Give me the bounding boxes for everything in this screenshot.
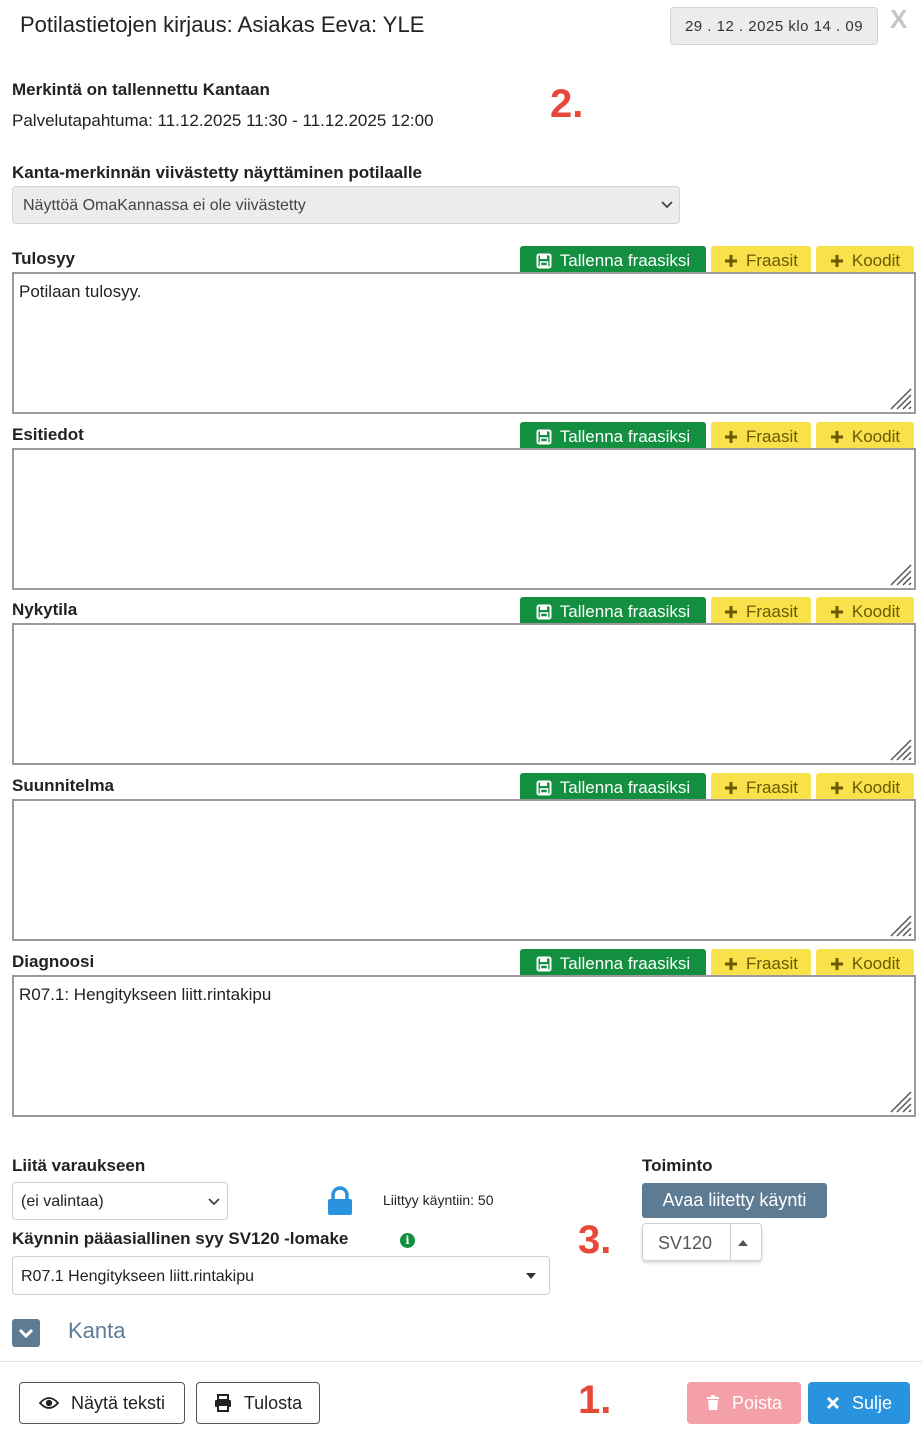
close-button[interactable]: Sulje: [808, 1382, 910, 1424]
reason-label: Käynnin pääasiallinen syy SV120 -lomake: [12, 1229, 349, 1248]
resize-grip-icon[interactable]: [888, 1089, 912, 1113]
nykytila-textarea[interactable]: [12, 623, 916, 765]
section-label: Nykytila: [12, 600, 78, 619]
chevron-down-icon: [12, 1319, 40, 1347]
resize-grip-icon[interactable]: [888, 386, 912, 410]
codes-button[interactable]: Koodit: [816, 597, 914, 626]
datetime-field[interactable]: 29 . 12 . 2025 klo 14 . 09: [670, 7, 878, 45]
codes-button[interactable]: Koodit: [816, 773, 914, 802]
delay-select-value: Näyttöä OmaKannassa ei ole viivästetty: [23, 197, 306, 214]
plus-icon: [830, 605, 844, 619]
codes-button[interactable]: Koodit: [816, 246, 914, 275]
delete-button[interactable]: Poista: [687, 1382, 801, 1424]
chevron-down-icon: [208, 1198, 220, 1206]
caret-down-icon: [526, 1273, 536, 1279]
booking-label: Liitä varaukseen: [12, 1156, 146, 1175]
phrases-button[interactable]: Fraasit: [711, 949, 811, 978]
section-label: Esitiedot: [12, 425, 84, 444]
codes-button[interactable]: Koodit: [816, 422, 914, 451]
floppy-disk-icon: [536, 956, 552, 972]
delay-select[interactable]: [12, 186, 680, 224]
kanta-expand-button[interactable]: [12, 1319, 40, 1347]
printer-icon: [214, 1394, 232, 1412]
plus-icon: [724, 430, 738, 444]
close-icon[interactable]: X: [890, 4, 908, 34]
show-text-button[interactable]: Näytä teksti: [19, 1382, 185, 1424]
chevron-down-icon: [661, 201, 673, 209]
diagnoosi-textarea[interactable]: R07.1: Hengitykseen liitt.rintakipu: [12, 975, 916, 1117]
eye-icon: [39, 1396, 59, 1410]
booking-select-value: (ei valintaa): [21, 1193, 104, 1210]
kanta-section-title[interactable]: Kanta: [68, 1318, 126, 1343]
save-phrase-button[interactable]: Tallenna fraasiksi: [520, 773, 706, 802]
suunnitelma-textarea[interactable]: [12, 799, 916, 941]
marker-three: 3.: [578, 1218, 612, 1262]
marker-two: 2.: [550, 82, 584, 126]
section-label: Diagnoosi: [12, 952, 95, 971]
floppy-disk-icon: [536, 253, 552, 269]
info-icon[interactable]: i: [400, 1233, 415, 1248]
plus-icon: [724, 781, 738, 795]
esitiedot-textarea[interactable]: [12, 448, 916, 590]
phrases-button[interactable]: Fraasit: [711, 773, 811, 802]
lock-icon: [327, 1186, 353, 1216]
footer-divider: [0, 1361, 922, 1362]
resize-grip-icon[interactable]: [888, 562, 912, 586]
plus-icon: [724, 254, 738, 268]
plus-icon: [724, 605, 738, 619]
phrases-button[interactable]: Fraasit: [711, 422, 811, 451]
plus-icon: [830, 430, 844, 444]
plus-icon: [830, 254, 844, 268]
codes-button[interactable]: Koodit: [816, 949, 914, 978]
save-phrase-button[interactable]: Tallenna fraasiksi: [520, 422, 706, 451]
plus-icon: [830, 957, 844, 971]
booking-select[interactable]: [12, 1182, 228, 1220]
plus-icon: [724, 957, 738, 971]
resize-grip-icon[interactable]: [888, 913, 912, 937]
trash-icon: [706, 1395, 720, 1411]
page-title: Potilastietojen kirjaus: Asiakas Eeva: YLE: [20, 12, 425, 37]
service-event-text: Palvelutapahtuma: 11.12.2025 11:30 - 11.12.2025 12:00: [12, 111, 434, 130]
save-phrase-button[interactable]: Tallenna fraasiksi: [520, 597, 706, 626]
divider: [730, 1224, 731, 1260]
floppy-disk-icon: [536, 429, 552, 445]
section-label: Tulosyy: [12, 249, 75, 268]
phrases-button[interactable]: Fraasit: [711, 597, 811, 626]
kanta-status-title: Merkintä on tallennettu Kantaan: [12, 80, 270, 99]
floppy-disk-icon: [536, 604, 552, 620]
save-phrase-button[interactable]: Tallenna fraasiksi: [520, 246, 706, 275]
print-button[interactable]: Tulosta: [196, 1382, 320, 1424]
marker-one: 1.: [578, 1378, 612, 1422]
tulosyy-textarea[interactable]: Potilaan tulosyy.: [12, 272, 916, 414]
save-phrase-button[interactable]: Tallenna fraasiksi: [520, 949, 706, 978]
open-linked-visit-button[interactable]: Avaa liitetty käynti: [642, 1183, 827, 1218]
reason-select[interactable]: [12, 1256, 550, 1295]
floppy-disk-icon: [536, 780, 552, 796]
modal-header: [0, 0, 922, 50]
reason-select-value: R07.1 Hengitykseen liitt.rintakipu: [21, 1268, 255, 1285]
resize-grip-icon[interactable]: [888, 737, 912, 761]
section-label: Suunnitelma: [12, 776, 115, 795]
close-icon: [826, 1396, 840, 1410]
form-combobox-value: SV120: [658, 1233, 713, 1253]
delay-label: Kanta-merkinnän viivästetty näyttäminen potilaalle: [12, 163, 423, 182]
plus-icon: [830, 781, 844, 795]
caret-up-icon[interactable]: [738, 1240, 748, 1246]
linked-visit-text: Liittyy käyntiin: 50: [383, 1192, 494, 1208]
action-label: Toiminto: [642, 1156, 713, 1175]
phrases-button[interactable]: Fraasit: [711, 246, 811, 275]
